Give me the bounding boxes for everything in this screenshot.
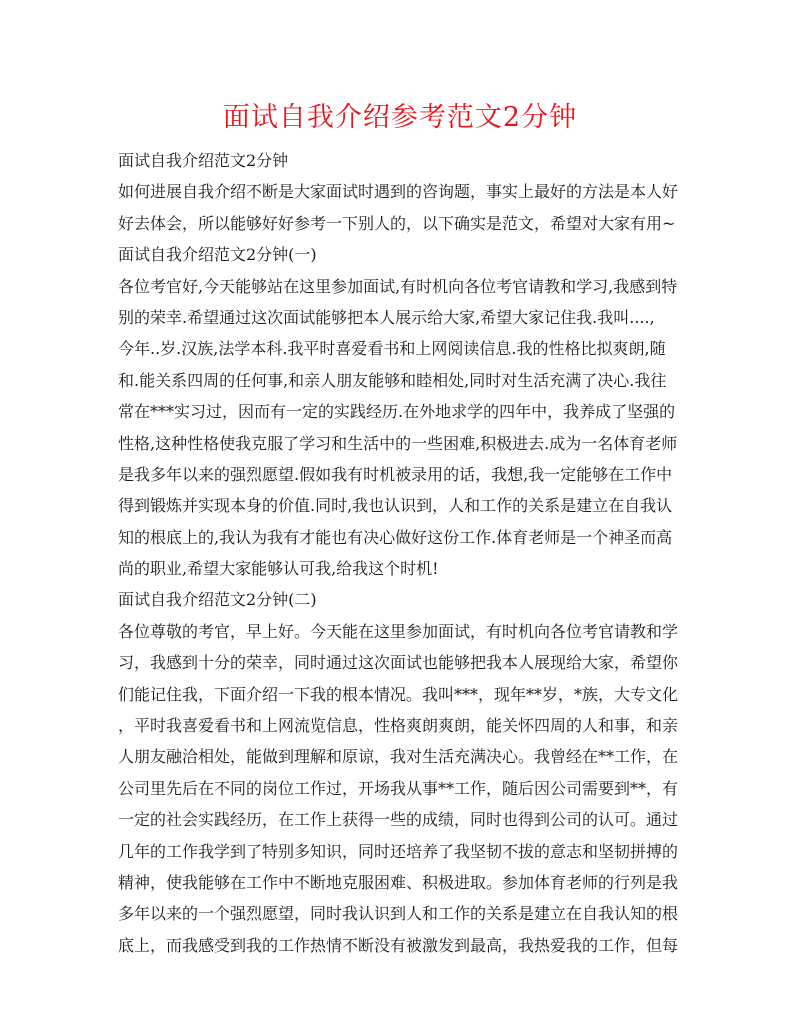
text-line: 习，我感到十分的荣幸，同时通过这次面试也能够把我本人展现给大家，希望你 [118, 653, 678, 673]
text-line: 各位尊敬的考官，早上好。今天能在这里参加面试，有时机向各位考官请教和学 [118, 621, 678, 641]
text-line: 公司里先后在不同的岗位工作过，开场我从事**工作，随后因公司需要到**，有 [118, 778, 678, 798]
text-line: 知的根底上的,我认为我有才能也有决心做好这份工作.体育老师是一个神圣而高 [118, 527, 673, 547]
text-line: 底上，而我感受到我的工作热情不断没有被激发到最高，我热爱我的工作，但每 [118, 935, 678, 955]
text-line: 今年..岁.汉族,法学本科.我平时喜爱看书和上网阅读信息.我的性格比拟爽朗,随 [118, 339, 666, 359]
text-line: 尚的职业,希望大家能够认可我,给我这个时机! [118, 559, 439, 579]
text-line: 多年以来的一个强烈愿望，同时我认识到人和工作的关系是建立在自我认知的根 [118, 904, 678, 924]
text-line: 性格,这种性格使我克服了学习和生活中的一些困难,积极进去.成为一名体育老师 [118, 433, 678, 453]
text-line: 各位考官好,今天能够站在这里参加面试,有时机向各位考官请教和学习,我感到特 [118, 276, 678, 296]
text-line: 是我多年以来的强烈愿望.假如我有时机被录用的话，我想,我一定能够在工作中 [118, 464, 673, 484]
document-title: 面试自我介绍参考范文2分钟 [222, 102, 578, 133]
text-line: 面试自我介绍范文2分钟 [118, 151, 289, 170]
text-line: 别的荣幸.希望通过这次面试能够把本人展示给大家,希望大家记住我.我叫...., [118, 307, 655, 327]
text-line: 面试自我介绍范文2分钟(一) [118, 245, 317, 265]
text-line: 一定的社会实践经历，在工作上获得一些的成绩，同时也得到公司的认可。通过 [118, 810, 678, 830]
text-line: 人朋友融洽相处，能做到理解和原谅，我对生活充满决心。我曾经在**工作，在 [118, 747, 678, 767]
text-line: 精神，使我能够在工作中不断地克服困难、积极进取。参加体育老师的行列是我 [118, 872, 678, 892]
text-line: 面试自我介绍范文2分钟(二) [118, 590, 317, 610]
text-line: 好去体会，所以能够好好参考一下别人的，以下确实是范文，希望对大家有用~ [118, 213, 676, 233]
text-line: 常在***实习过，因而有一定的实践经历.在外地求学的四年中，我养成了坚强的 [118, 402, 676, 422]
text-line: 们能记住我，下面介绍一下我的根本情况。我叫***，现年**岁，*族，大专文化 [118, 684, 678, 704]
text-line: 和.能关系四周的任何事,和亲人朋友能够和睦相处,同时对生活充满了决心.我往 [118, 370, 667, 390]
text-line: 得到锻炼并实现本身的价值.同时,我也认识到，人和工作的关系是建立在自我认 [118, 496, 673, 516]
document-body [118, 145, 678, 961]
text-line: 几年的工作我学到了特别多知识，同时还培养了我坚韧不拔的意志和坚韧拼搏的 [118, 841, 678, 861]
text-line: ，平时我喜爱看书和上网流览信息，性格爽朗爽朗，能关怀四周的人和事，和亲 [118, 716, 678, 736]
text-line: 如何进展自我介绍不断是大家面试时遇到的咨询题，事实上最好的方法是本人好 [118, 182, 678, 202]
